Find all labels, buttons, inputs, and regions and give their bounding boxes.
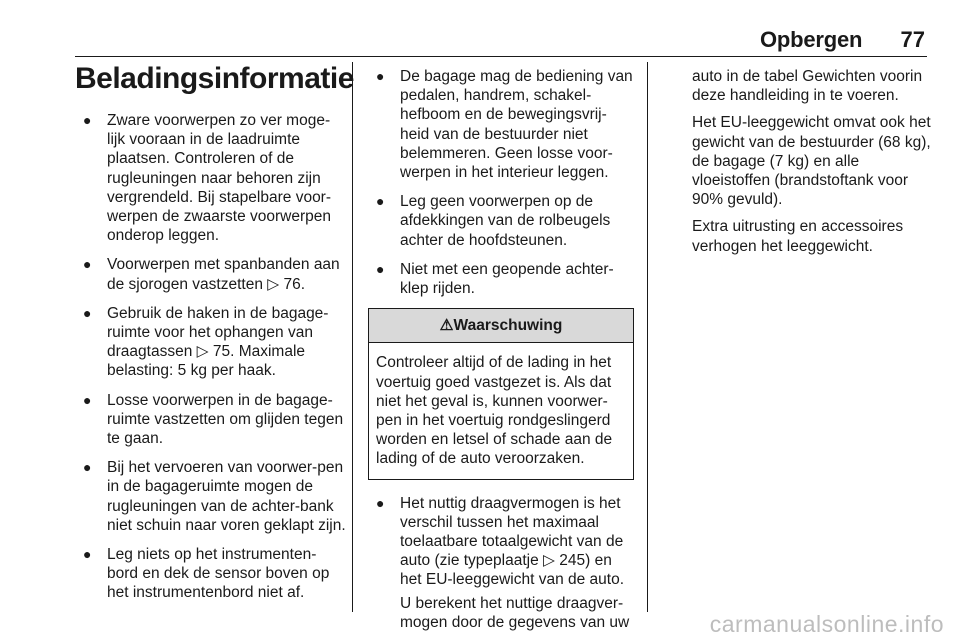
- bullet-icon: ●: [83, 391, 92, 408]
- bullet-icon: ●: [83, 546, 92, 563]
- column-1-list: [75, 111, 347, 603]
- column-divider-left: [352, 62, 353, 612]
- column-divider-right: [647, 62, 648, 612]
- bullet-icon: ●: [376, 494, 385, 511]
- bullet-icon: ●: [83, 256, 92, 273]
- warning-box: [368, 308, 634, 479]
- list-item: ● Leg niets op het instrumenten-bord en dek de sensor boven op het instrumentenbord niet af.: [83, 546, 330, 602]
- list-item: ● Het nuttig draagvermogen is het verschil tussen het maximaal toelaatbare totaalgewicht van de auto (zie typeplaatje ▷ 245) en het EU-leeggewicht van de auto.: [376, 494, 625, 589]
- warning-text: Controleer altijd of de lading in het voertuig goed vastgezet is. Als dat niet het geval is, kunnen voorwer-pen in het voertuig rondgeslingerd worden en letsel of schade aan de lading of de auto veroorzaken.: [376, 354, 613, 468]
- page-header-title: Opbergen: [760, 27, 863, 52]
- list-item: ● Losse voorwerpen in de bagage-ruimte vastzetten om glijden tegen te gaan.: [83, 391, 344, 448]
- list-item: ● Niet met een geopende achter-klep rijden.: [376, 260, 614, 298]
- bullet-icon: ●: [376, 193, 385, 210]
- bullet-icon: ●: [83, 459, 92, 476]
- list-item: ● Leg geen voorwerpen op de afdekkingen van de rolbeugels achter de hoofdsteunen.: [376, 193, 611, 249]
- column-3: [692, 67, 932, 264]
- warning-title: Waarschuwing: [453, 317, 563, 335]
- bullet-icon: ●: [83, 112, 92, 128]
- list-item: ● Zware voorwerpen zo ver moge-lijk vooraan in de laadruimte plaatsen. Controleren of de rugleuningen naar behoren zijn vergrendeld. Bij stapelbare voor-werpen de zwaarste voorwerpen onderop leggen.: [83, 112, 332, 245]
- bullet-icon: ●: [83, 304, 92, 321]
- warning-triangle-icon: ⚠: [439, 317, 454, 335]
- continuation-paragraph: U berekent het nuttige draagver-mogen door de gegevens van uw: [400, 594, 630, 631]
- paragraph: Extra uitrusting en accessoires verhogen het leeggewicht.: [692, 218, 904, 255]
- column-1: [75, 111, 347, 613]
- list-item: ● De bagage mag de bediening van pedalen, handrem, schakel-hefboom en de bewegingsvrij-heid van de bestuurder niet belemmeren. Geen losse voor-werpen in het interieur leggen.: [376, 68, 633, 182]
- section-title: Beladingsinformatie: [75, 62, 354, 95]
- watermark: carmanualsonline.info: [709, 611, 944, 637]
- paragraph: auto in de tabel Gewichten voorin deze handleiding in te voeren.: [692, 68, 923, 105]
- column-2-list-after: [368, 494, 634, 590]
- list-item: ● Gebruik de haken in de bagage-ruimte voor het ophangen van draagtassen ▷ 75. Maximale belasting: 5 kg per haak.: [83, 304, 329, 380]
- warning-header: [369, 309, 633, 343]
- list-item: ● Voorwerpen met spanbanden aan de sjorogen vastzetten ▷ 76.: [83, 256, 340, 293]
- list-item: ● Bij het vervoeren van voorwer-pen in de bagageruimte mogen de rugleuningen van de achter-bank niet schuin naar voren geklapt zijn.: [83, 459, 346, 534]
- bullet-icon: ●: [376, 68, 385, 84]
- page-number: 77: [900, 27, 925, 52]
- column-2: [368, 67, 634, 640]
- header-divider: [75, 56, 927, 57]
- bullet-icon: ●: [376, 260, 385, 277]
- paragraph: Het EU-leeggewicht omvat ook het gewicht van de bestuurder (68 kg), de bagage (7 kg) en alle vloeistoffen (brandstoftank voor 90% gevuld).: [692, 114, 931, 209]
- column-2-list: [368, 67, 634, 298]
